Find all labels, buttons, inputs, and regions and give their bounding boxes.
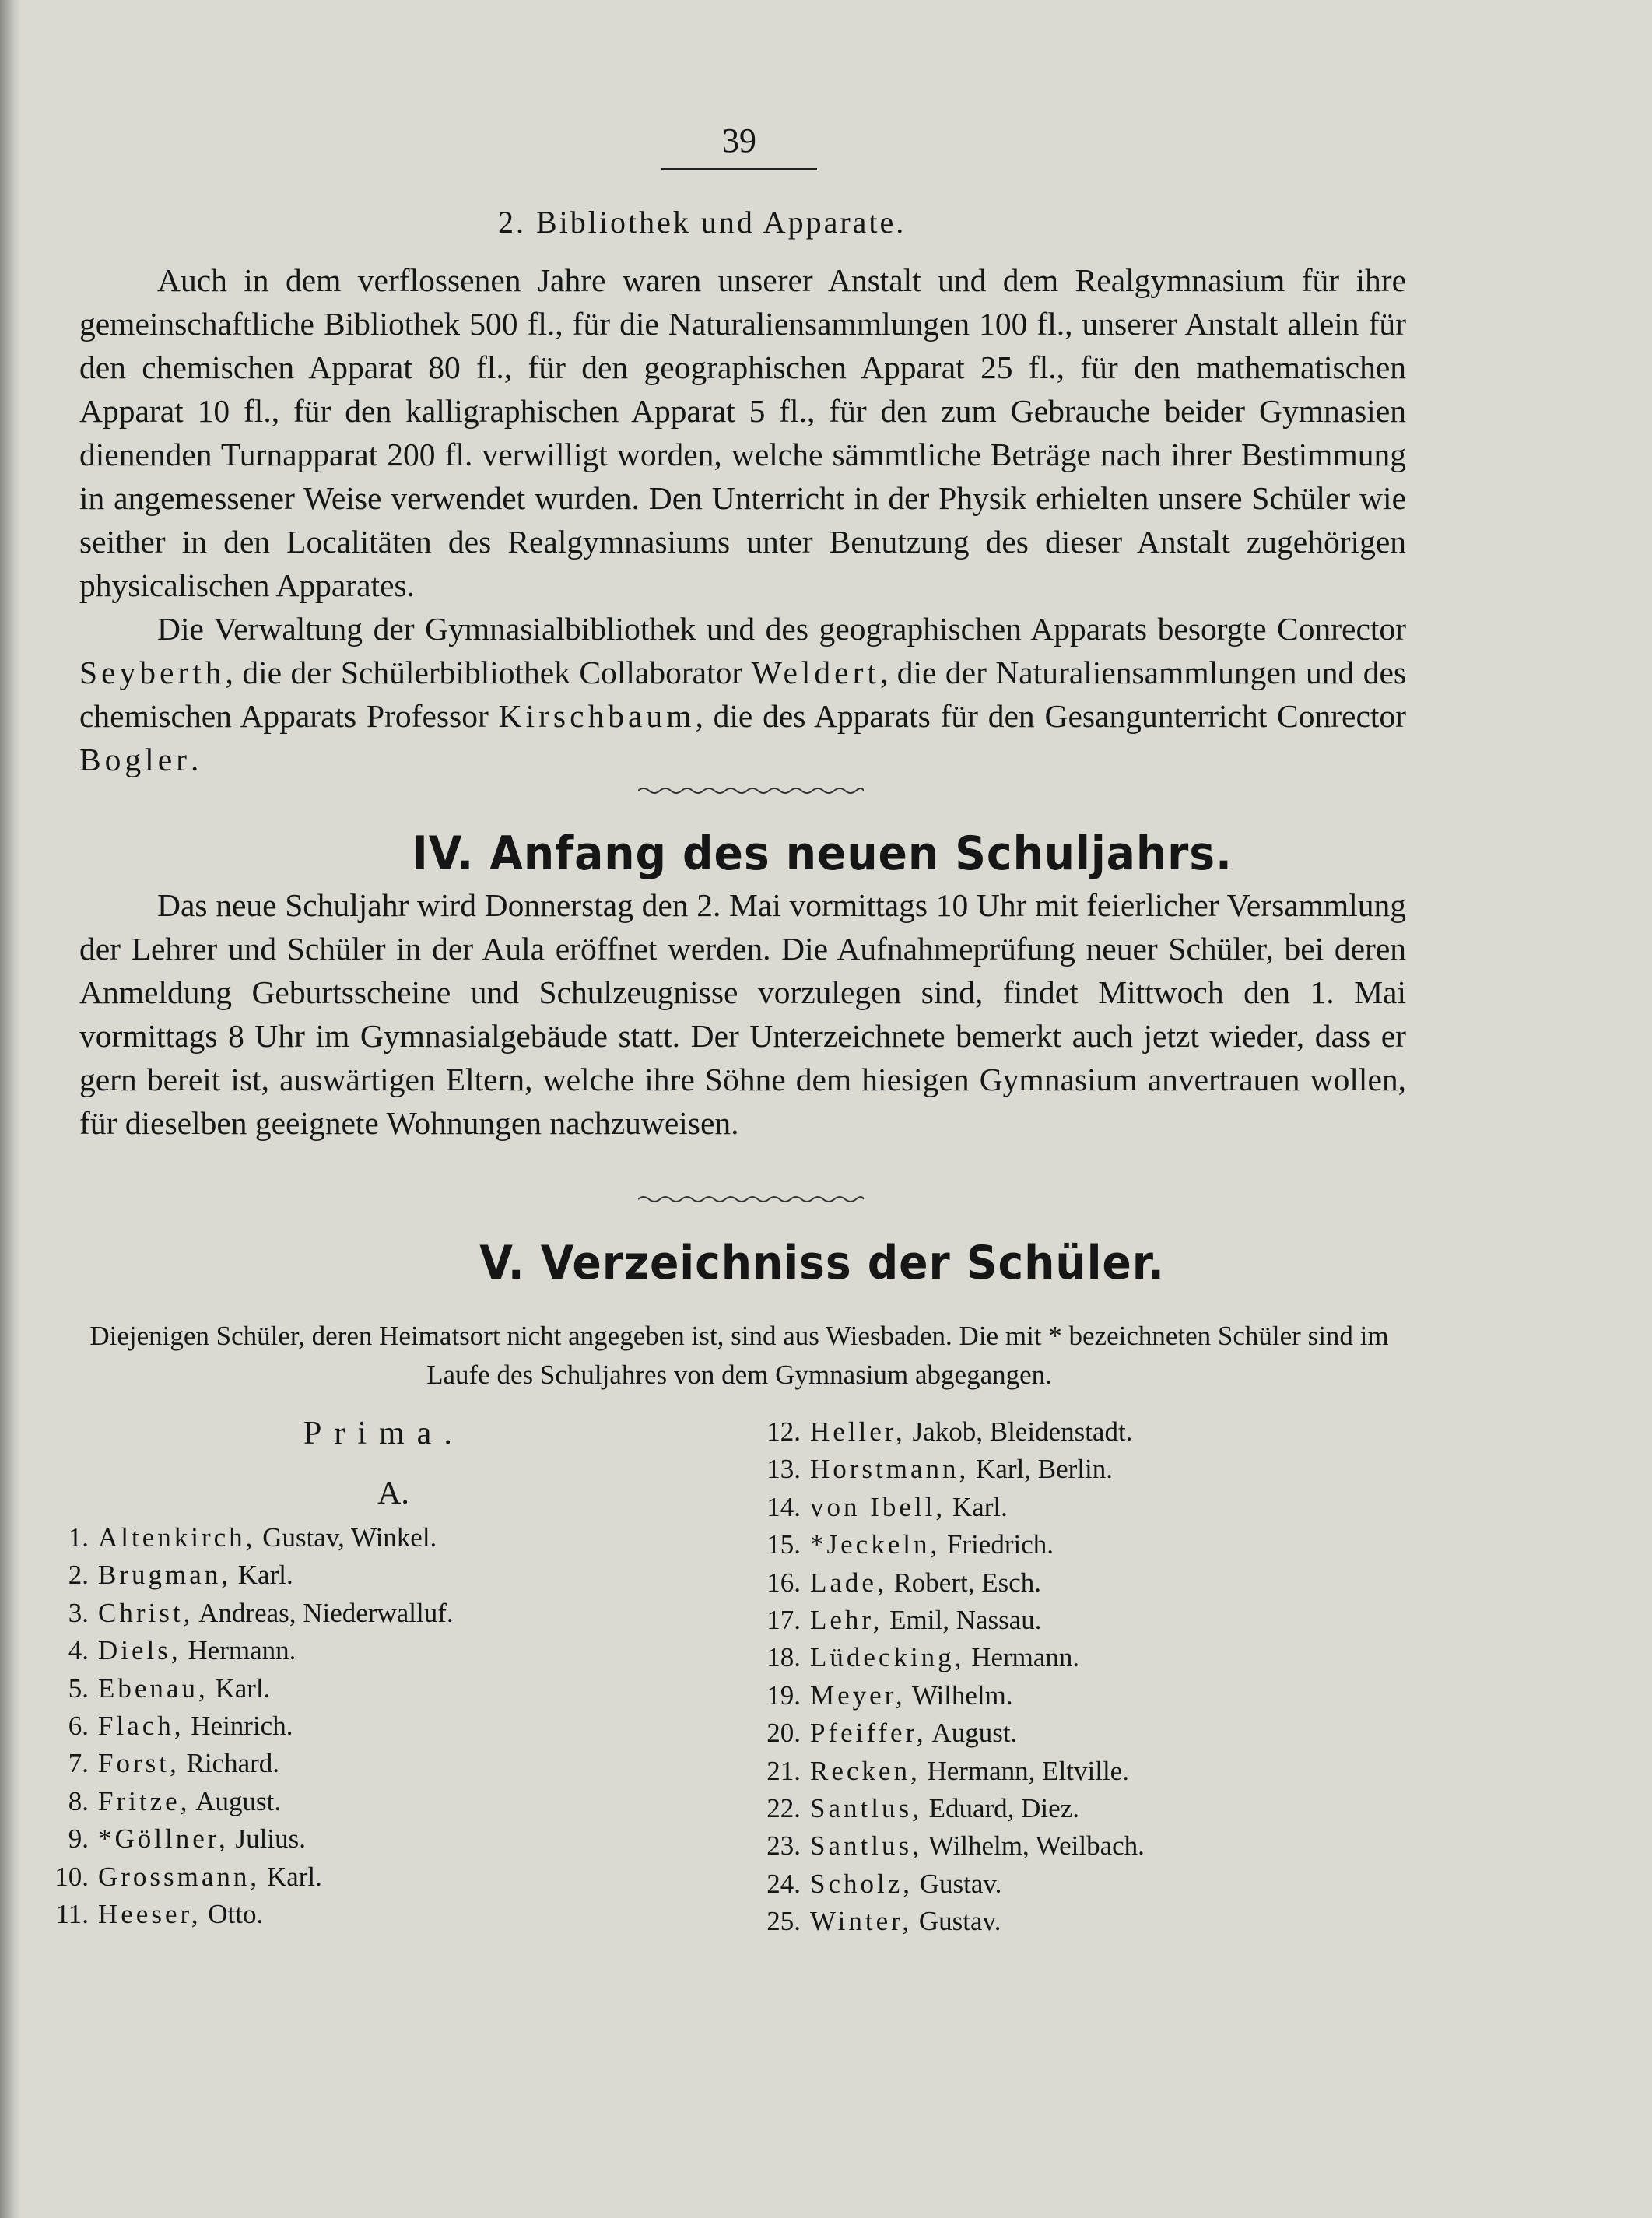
- student-number: 16.: [766, 1567, 801, 1598]
- student-surname: Lüdecking,: [810, 1642, 965, 1673]
- list-item: [766, 1753, 1145, 1790]
- student-details: Hermann.: [964, 1642, 1080, 1673]
- student-list-left: [54, 1519, 454, 1933]
- student-details: Gustav.: [912, 1906, 1001, 1937]
- paragraph-text: [79, 607, 1406, 781]
- student-details: Emil, Nassau.: [882, 1604, 1042, 1635]
- student-details: August.: [190, 1785, 282, 1816]
- student-surname: Altenkirch,: [98, 1522, 256, 1553]
- student-details: Hermann, Eltville.: [920, 1755, 1129, 1786]
- student-details: Karl.: [231, 1560, 293, 1591]
- student-number: 13.: [766, 1454, 801, 1485]
- list-item: [54, 1707, 454, 1745]
- student-details: Otto.: [201, 1898, 264, 1929]
- student-details: Karl, Berlin.: [969, 1454, 1113, 1485]
- student-details: Robert, Esch.: [886, 1567, 1041, 1598]
- student-surname: Meyer,: [810, 1679, 906, 1711]
- student-number: 11.: [55, 1898, 89, 1929]
- student-number: 21.: [766, 1755, 801, 1786]
- student-surname: Scholz,: [810, 1868, 914, 1899]
- student-details: Julius.: [228, 1823, 306, 1855]
- student-surname: Horstmann,: [810, 1454, 970, 1485]
- student-number: 5.: [68, 1672, 89, 1704]
- student-surname: Forst,: [98, 1748, 180, 1779]
- list-item: [766, 1451, 1145, 1488]
- list-item: [54, 1745, 454, 1782]
- page-number: 39: [722, 121, 756, 160]
- person-name: Kirschbaum: [498, 698, 696, 734]
- student-surname: Grossmann,: [98, 1861, 261, 1892]
- paragraph-verwaltung: [79, 607, 1406, 781]
- section-heading-schuljahr: IV. Anfang des neuen Schuljahrs.: [412, 826, 1233, 881]
- list-item: [54, 1556, 454, 1594]
- student-surname: Lade,: [810, 1567, 887, 1598]
- list-item: [766, 1827, 1145, 1865]
- list-item: [54, 1670, 454, 1707]
- student-surname: *Göllner,: [98, 1823, 229, 1855]
- student-number: 9.: [68, 1823, 89, 1855]
- student-surname: Ebenau,: [98, 1672, 209, 1704]
- student-surname: *Jeckeln,: [810, 1529, 941, 1560]
- student-surname: von Ibell,: [810, 1491, 946, 1522]
- list-item: [766, 1526, 1145, 1563]
- student-details: Wilhelm.: [905, 1679, 1013, 1711]
- list-item: [766, 1602, 1145, 1639]
- student-number: 25.: [766, 1906, 801, 1937]
- page-binding-shadow: [0, 0, 20, 2218]
- student-number: 19.: [766, 1679, 801, 1711]
- student-surname: Santlus,: [810, 1792, 922, 1823]
- student-surname: Christ,: [98, 1597, 194, 1628]
- student-surname: Winter,: [810, 1906, 913, 1937]
- student-details: Heinrich.: [184, 1710, 293, 1741]
- student-number: 10.: [54, 1861, 89, 1892]
- class-division: A.: [377, 1476, 409, 1511]
- student-number: 2.: [68, 1560, 89, 1591]
- student-number: 8.: [68, 1785, 89, 1816]
- paragraph-bibliothek-funds: [79, 258, 1406, 607]
- class-title: Prima.: [303, 1416, 465, 1451]
- student-number: 20.: [766, 1718, 801, 1749]
- list-item: [766, 1639, 1145, 1676]
- student-surname: Santlus,: [810, 1830, 922, 1862]
- list-item: [766, 1677, 1145, 1714]
- student-details: Andreas, Niederwalluf.: [193, 1597, 454, 1628]
- page-number-rule: [661, 168, 817, 170]
- student-details: Karl.: [260, 1861, 322, 1892]
- section-heading-verzeichniss: V. Verzeichniss der Schüler.: [479, 1236, 1165, 1290]
- text-run: , die des Apparats für den Gesangunterricht Conrector: [695, 698, 1407, 734]
- student-surname: Recken,: [810, 1755, 921, 1786]
- list-item: [766, 1903, 1145, 1940]
- student-surname: Heeser,: [98, 1898, 202, 1929]
- student-number: 23.: [766, 1830, 801, 1862]
- student-number: 6.: [68, 1710, 89, 1741]
- student-details: Wilhelm, Weilbach.: [921, 1830, 1145, 1862]
- list-item: [766, 1865, 1145, 1903]
- student-details: Eduard, Diez.: [921, 1792, 1079, 1823]
- student-details: Gustav.: [913, 1868, 1002, 1899]
- student-surname: Fritze,: [98, 1785, 191, 1816]
- student-surname: Lehr,: [810, 1604, 883, 1635]
- wavy-divider: [638, 1195, 864, 1204]
- student-number: 4.: [68, 1635, 89, 1666]
- student-surname: Heller,: [810, 1416, 906, 1447]
- student-details: August.: [926, 1718, 1018, 1749]
- student-number: 17.: [766, 1604, 801, 1635]
- list-item: [54, 1820, 454, 1858]
- wavy-divider: [638, 786, 864, 795]
- list-item: [766, 1714, 1145, 1752]
- list-item: [54, 1632, 454, 1669]
- person-name: Seyberth: [79, 655, 226, 690]
- student-details: Karl.: [208, 1672, 271, 1704]
- person-name: Bogler: [79, 742, 191, 777]
- student-details: Hermann.: [181, 1635, 296, 1666]
- list-item: [766, 1489, 1145, 1526]
- list-item: [54, 1858, 454, 1896]
- student-number: 15.: [766, 1529, 801, 1560]
- student-list-note: Diejenigen Schüler, deren Heimatsort nicht angegeben ist, sind aus Wiesbaden. Die mit * bezeichneten Schüler sind im Laufe des Schuljahres von dem Gymnasium abgegangen.: [89, 1321, 1389, 1390]
- student-surname: Pfeiffer,: [810, 1718, 927, 1749]
- student-number: 14.: [766, 1491, 801, 1522]
- paragraph-text: Auch in dem verflossenen Jahre waren unserer Anstalt und dem Realgymnasium für ihre gemeinschaftliche Bibliothek 500 fl., für die Naturaliensammlungen 100 fl., unserer Anstalt allein für den chemischen Apparat 80 fl., für den geographischen Apparat 25 fl., für den mathematischen Apparat 10 fl., für den kalligraphischen Apparat 5 fl., für den zum Gebrauche beider Gymnasien dienenden Turnapparat 200 fl. verwilligt worden, welche sämmtliche Beträge nach ihrer Bestimmung in angemessener Weise verwendet wurden. Den Unterricht in der Physik erhielten unsere Schüler wie seither in den Localitäten des Realgymnasiums unter Benutzung des dieser Anstalt zugehörigen physicalischen Apparates.: [79, 262, 1406, 603]
- student-details: Jakob, Bleidenstadt.: [905, 1416, 1133, 1447]
- list-item: [766, 1790, 1145, 1827]
- student-surname: Diels,: [98, 1635, 181, 1666]
- student-details: Gustav, Winkel.: [255, 1522, 437, 1553]
- list-item: [54, 1519, 454, 1556]
- text-run: , die der Naturaliensammlungen und des chemischen Apparats Professor: [79, 655, 1407, 734]
- paragraph-schuljahr: [79, 883, 1406, 1145]
- student-details: Richard.: [179, 1748, 280, 1779]
- student-number: 7.: [68, 1748, 89, 1779]
- student-number: 12.: [766, 1416, 801, 1447]
- student-number: 3.: [68, 1597, 89, 1628]
- list-item: [54, 1783, 454, 1820]
- student-number: 24.: [766, 1868, 801, 1899]
- student-number: 18.: [766, 1642, 801, 1673]
- list-item: [766, 1413, 1145, 1451]
- paragraph-text: Das neue Schuljahr wird Donnerstag den 2. Mai vormittags 10 Uhr mit feierlicher Versammlung der Lehrer und Schüler in der Aula eröffnet werden. Die Aufnahmeprüfung neuer Schüler, bei deren Anmeldung Geburtsscheine und Schulzeugnisse vorzulegen sind, findet Mittwoch den 1. Mai vormittags 8 Uhr im Gymnasialgebäude statt. Der Unterzeichnete bemerkt auch jetzt wieder, dass er gern bereit ist, auswärtigen Eltern, welche ihre Söhne dem hiesigen Gymnasium anvertrauen wollen, für dieselben geeignete Wohnungen nachzuweisen.: [79, 887, 1406, 1141]
- student-number: 1.: [68, 1522, 89, 1553]
- student-list-right: [766, 1413, 1145, 1940]
- student-surname: Flach,: [98, 1710, 184, 1741]
- list-item: [766, 1564, 1145, 1602]
- list-item: [54, 1896, 454, 1933]
- student-surname: Brugman,: [98, 1560, 232, 1591]
- text-run: , die der Schülerbibliothek Collaborator: [225, 655, 743, 690]
- section-heading-bibliothek: 2. Bibliothek und Apparate.: [498, 205, 907, 240]
- text-run: Die Verwaltung der Gymnasialbibliothek und des geographischen Apparats besorgte Conrector: [157, 611, 1406, 647]
- person-name: Weldert: [751, 655, 880, 690]
- text-run: .: [190, 742, 199, 777]
- student-details: Karl.: [945, 1491, 1008, 1522]
- list-item: [54, 1595, 454, 1632]
- student-number: 22.: [766, 1792, 801, 1823]
- student-details: Friedrich.: [940, 1529, 1054, 1560]
